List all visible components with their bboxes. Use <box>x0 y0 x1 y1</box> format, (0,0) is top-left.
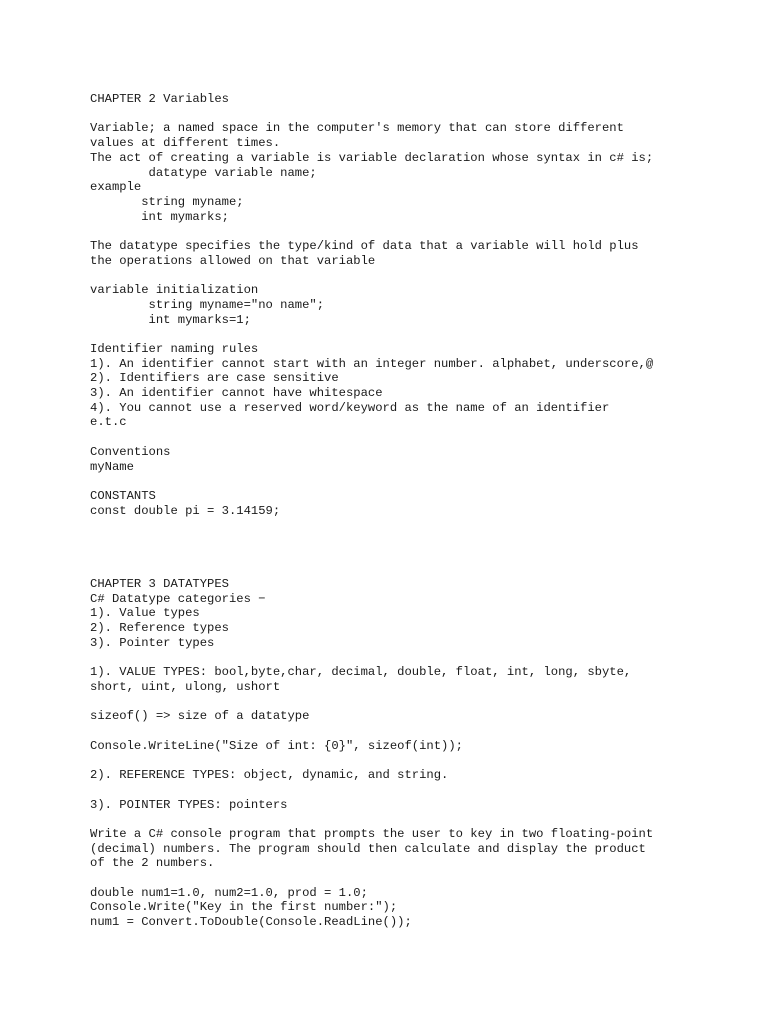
text-line: short, uint, ulong, ushort <box>90 679 281 694</box>
text-line: 4). You cannot use a reserved word/keyword as the name of an identifier <box>90 400 610 415</box>
text-line <box>90 812 750 827</box>
text-line <box>90 871 750 886</box>
text-line: Console.Write("Key in the first number:"); <box>90 900 398 915</box>
text-line: CHAPTER 2 Variables <box>90 92 229 106</box>
text-line: the operations allowed on that variable <box>90 253 376 268</box>
text-line <box>90 548 750 563</box>
text-line: (decimal) numbers. The program should then calculate and display the product <box>90 841 646 856</box>
text-line <box>90 651 750 666</box>
text-line: 1). An identifier cannot start with an integer number. alphabet, underscore,@ <box>90 356 654 371</box>
text-line: Write a C# console program that prompts the user to key in two floating-point <box>90 826 654 841</box>
text-line <box>90 107 750 122</box>
text-line: 1). VALUE TYPES: bool,byte,char, decimal, double, float, int, long, sbyte, <box>90 665 632 680</box>
text-line <box>90 562 750 577</box>
text-line: values at different times. <box>90 136 281 151</box>
text-line: string myname; <box>90 194 244 209</box>
text-line <box>90 474 750 489</box>
text-line <box>90 753 750 768</box>
text-line: myName <box>90 459 134 474</box>
text-line: num1 = Convert.ToDouble(Console.ReadLine()); <box>90 915 412 930</box>
text-line: of the 2 numbers. <box>90 856 215 871</box>
text-line: e.t.c <box>90 415 127 430</box>
text-line: The datatype specifies the type/kind of data that a variable will hold plus <box>90 239 639 253</box>
text-line: 2). Reference types <box>90 621 229 636</box>
text-line: C# Datatype categories − <box>90 591 266 606</box>
text-line: 1). Value types <box>90 606 200 621</box>
text-line: CHAPTER 3 DATATYPES <box>90 577 229 592</box>
text-line <box>90 518 750 533</box>
text-line: 2). Identifiers are case sensitive <box>90 371 339 386</box>
text-line <box>90 268 750 283</box>
text-line: Console.WriteLine("Size of int: {0}", sizeof(int)); <box>90 738 463 753</box>
text-line <box>90 224 750 239</box>
text-line: variable initialization <box>90 283 259 298</box>
text-line: 2). REFERENCE TYPES: object, dynamic, and string. <box>90 768 449 783</box>
text-line: int mymarks; <box>90 209 229 224</box>
text-line <box>90 327 750 342</box>
text-line: The act of creating a variable is variable declaration whose syntax in c# is; <box>90 150 654 165</box>
text-line <box>90 430 750 445</box>
text-line <box>90 724 750 739</box>
text-line: string myname="no name"; <box>90 297 325 312</box>
text-line: Identifier naming rules <box>90 341 259 356</box>
text-line: const double pi = 3.14159; <box>90 503 281 518</box>
text-line: int mymarks=1; <box>90 312 251 327</box>
text-line: CONSTANTS <box>90 488 156 503</box>
text-line: example <box>90 180 142 195</box>
text-line <box>90 695 750 710</box>
text-line: double num1=1.0, num2=1.0, prod = 1.0; <box>90 885 368 900</box>
text-line <box>90 783 750 798</box>
text-line: datatype variable name; <box>90 165 317 180</box>
text-line <box>90 533 750 548</box>
text-line: 3). POINTER TYPES: pointers <box>90 797 288 812</box>
text-line: 3). An identifier cannot have whitespace <box>90 386 383 400</box>
document-text <box>90 92 750 930</box>
text-line: Variable; a named space in the computer's memory that can store different <box>90 121 624 136</box>
text-line: 3). Pointer types <box>90 635 215 650</box>
text-line: sizeof() => size of a datatype <box>90 709 310 724</box>
text-line: Conventions <box>90 444 171 459</box>
